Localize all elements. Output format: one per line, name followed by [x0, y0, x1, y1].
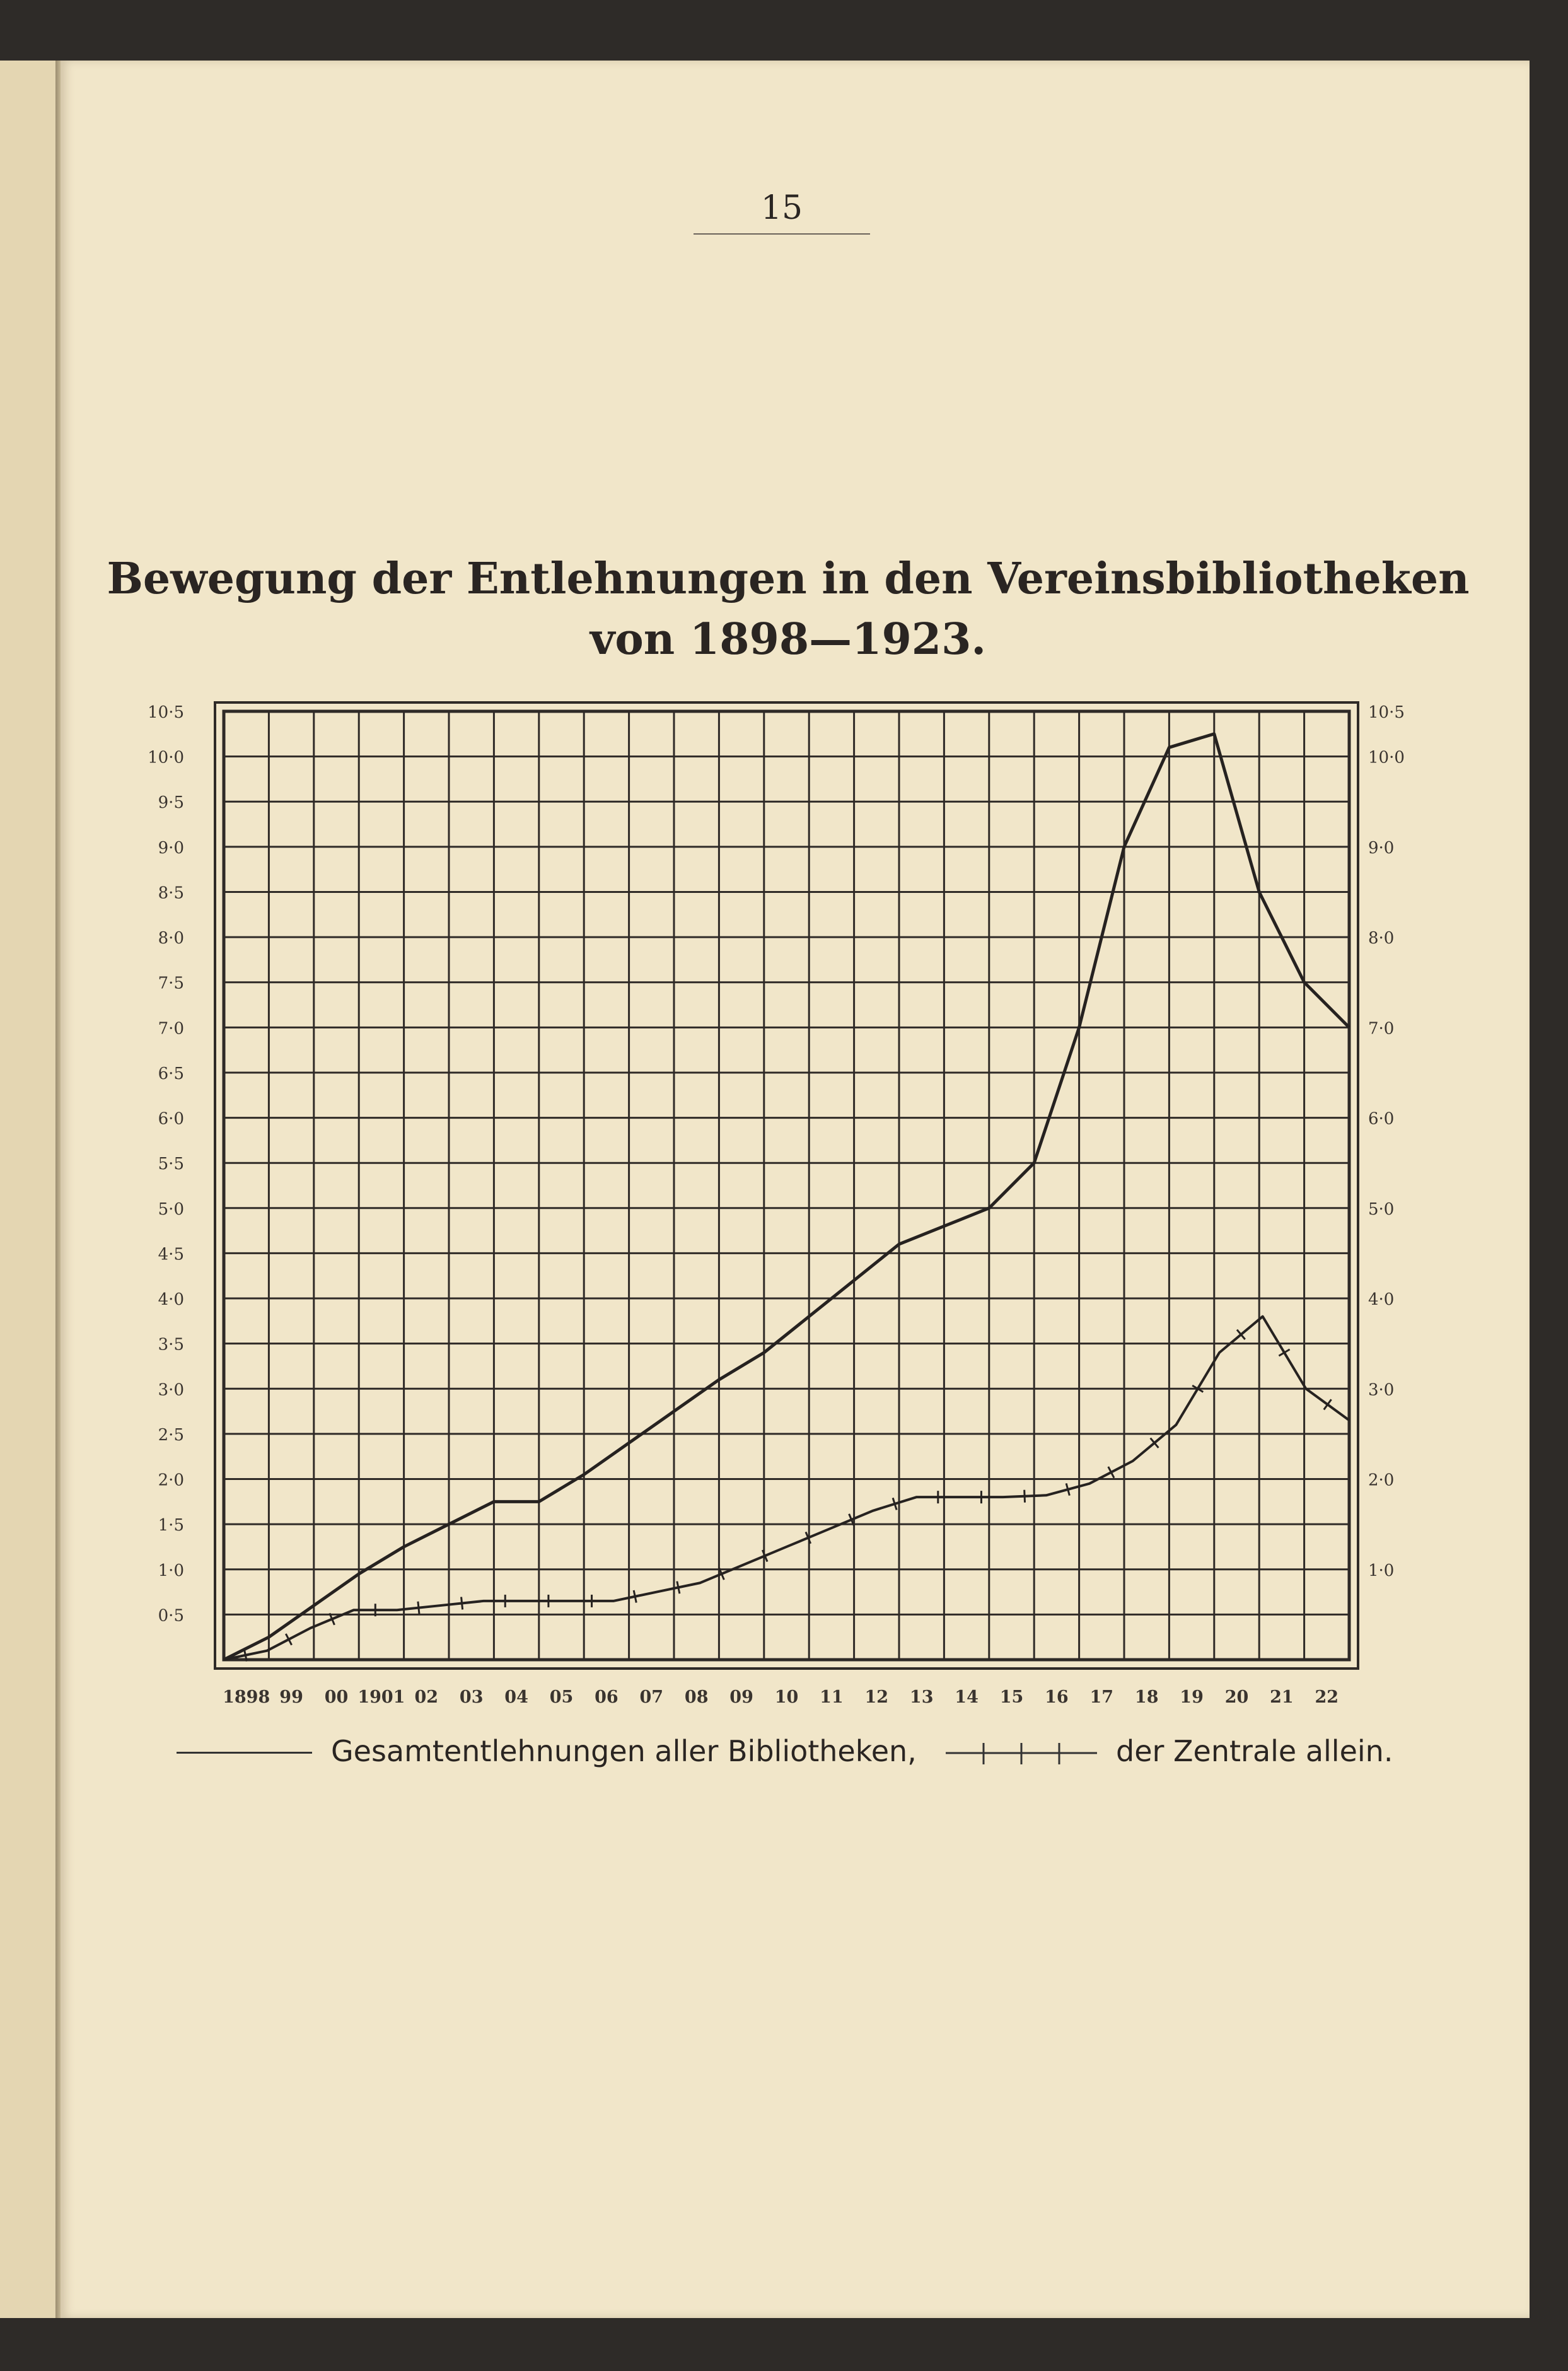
legend-solid-line	[177, 1752, 312, 1754]
y-tick-label-left: 9·0	[158, 838, 184, 858]
y-tick-label-left: 9·5	[158, 793, 184, 813]
x-tick-label: 00	[324, 1687, 349, 1707]
x-tick-label: 09	[729, 1687, 753, 1707]
y-tick-label-left: 7·5	[158, 974, 184, 993]
legend-crossed-label: der Zentrale allein.	[1116, 1734, 1393, 1768]
y-tick-label-left: 2·0	[158, 1471, 184, 1490]
y-tick-label-right: 3·0	[1368, 1380, 1395, 1400]
y-tick-label-right: 5·0	[1368, 1199, 1395, 1219]
x-tick-label: 11	[820, 1687, 844, 1707]
y-tick-label-left: 6·0	[158, 1109, 184, 1129]
legend-solid-label: Gesamtentlehnungen aller Bibliotheken,	[331, 1734, 917, 1768]
y-tick-label-left: 1·5	[158, 1516, 184, 1535]
y-axis-right	[1368, 703, 1405, 1580]
chart-title: Bewegung der Entlehnungen in den Vereinsbibliotheken	[107, 554, 1470, 604]
y-tick-label-right: 9·0	[1368, 838, 1395, 858]
x-tick-label: 05	[549, 1687, 574, 1707]
y-tick-label-left: 5·0	[158, 1199, 184, 1219]
x-tick-label: 99	[279, 1687, 303, 1707]
series-cross-mark	[1324, 1399, 1332, 1409]
y-tick-label-left: 3·5	[158, 1335, 184, 1354]
series-cross-mark	[418, 1602, 419, 1614]
y-tick-label-right: 10·5	[1368, 703, 1405, 722]
x-tick-label: 02	[414, 1687, 439, 1707]
chart-legend	[177, 1728, 1406, 1778]
x-tick-label: 08	[684, 1687, 709, 1707]
chart-grid	[224, 711, 1349, 1660]
y-tick-label-right: 10·0	[1368, 748, 1405, 767]
x-tick-label: 03	[459, 1687, 484, 1707]
y-tick-label-right: 4·0	[1368, 1290, 1395, 1310]
y-tick-label-left: 10·0	[148, 748, 184, 767]
x-tick-label: 22	[1315, 1687, 1339, 1707]
x-tick-label: 07	[639, 1687, 664, 1707]
legend-crossed-line	[946, 1739, 1097, 1767]
chart-frame-inner	[224, 711, 1349, 1660]
x-tick-label: 14	[955, 1687, 979, 1707]
y-tick-label-right: 8·0	[1368, 929, 1395, 948]
y-tick-label-left: 1·0	[158, 1561, 184, 1580]
series-cross-mark	[634, 1590, 636, 1603]
y-tick-label-right: 7·0	[1368, 1019, 1395, 1039]
y-tick-label-left: 2·5	[158, 1425, 184, 1445]
x-tick-label: 1898	[223, 1687, 270, 1707]
y-tick-label-right: 6·0	[1368, 1109, 1395, 1129]
x-tick-label: 10	[774, 1687, 799, 1707]
x-tick-label: 20	[1224, 1687, 1249, 1707]
x-tick-label: 21	[1270, 1687, 1294, 1707]
x-tick-label: 19	[1180, 1687, 1204, 1707]
y-tick-label-left: 7·0	[158, 1019, 184, 1039]
chart-series	[224, 734, 1349, 1662]
y-tick-label-left: 0·5	[158, 1606, 184, 1626]
x-tick-label: 1901	[357, 1687, 405, 1707]
series-line-total	[224, 734, 1349, 1660]
y-tick-label-right: 2·0	[1368, 1471, 1395, 1490]
series-cross-mark	[677, 1582, 680, 1594]
series-line-central	[224, 1317, 1349, 1660]
page-number: 15	[694, 189, 870, 235]
y-tick-label-right: 1·0	[1368, 1561, 1395, 1580]
x-tick-label: 04	[504, 1687, 528, 1707]
x-tick-label: 15	[999, 1687, 1024, 1707]
y-tick-label-left: 4·5	[158, 1245, 184, 1264]
y-tick-label-left: 8·5	[158, 883, 184, 903]
y-tick-label-left: 8·0	[158, 929, 184, 948]
x-tick-label: 18	[1134, 1687, 1159, 1707]
x-axis	[223, 1687, 1339, 1707]
y-tick-label-left: 4·0	[158, 1290, 184, 1310]
y-tick-label-left: 10·5	[148, 703, 184, 722]
x-tick-label: 12	[864, 1687, 889, 1707]
y-tick-label-left: 5·5	[158, 1155, 184, 1174]
chart-subtitle: von 1898—1923.	[589, 614, 987, 665]
x-tick-label: 13	[909, 1687, 934, 1707]
y-tick-label-left: 6·5	[158, 1064, 184, 1083]
y-axis-left	[148, 703, 184, 1625]
x-tick-label: 06	[595, 1687, 618, 1707]
series-cross-mark	[462, 1597, 463, 1610]
y-tick-label-left: 3·0	[158, 1380, 184, 1400]
x-tick-label: 17	[1089, 1687, 1114, 1707]
x-tick-label: 16	[1045, 1687, 1069, 1707]
